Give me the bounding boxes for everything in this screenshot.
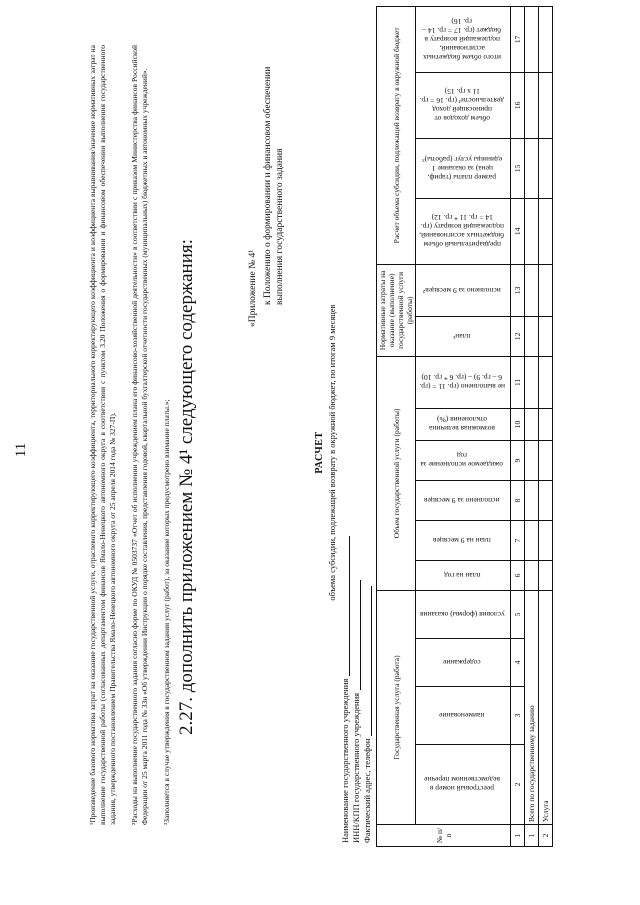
col-number: 14: [511, 198, 525, 264]
col-number: 15: [511, 138, 525, 198]
group-refund-header: Расчет объема субсидии, подлежащей возврату в окружной бюджет: [377, 6, 416, 264]
address-phone-field: [362, 586, 372, 843]
col-number: 1: [511, 825, 525, 847]
refund-table: [376, 6, 553, 847]
col-number: 4: [511, 639, 525, 687]
table-row-service: [539, 6, 553, 846]
col-header-16: объем доходов от приносящей доход деятельности³ (гр. 16 = гр. 11 х гр. 15): [416, 72, 511, 138]
fill-line: [340, 536, 350, 676]
col-number: 3: [511, 687, 525, 745]
col-header-15: размер платы (тариф, цена) за оказание 1 единицы услуг (работы)³: [416, 138, 511, 198]
col-header-9: ожидаемое исполнение за год: [416, 440, 511, 480]
col-number: 9: [511, 440, 525, 480]
row-number: 1: [525, 825, 539, 847]
col-number: 6: [511, 560, 525, 590]
row-number: 2: [539, 825, 553, 847]
col-header-4: содержание: [416, 639, 511, 687]
group-volume-header: Объем государственной услуги (работы): [377, 356, 416, 590]
table-row-total: [525, 6, 539, 846]
appendix-subtitle: к Положению о формировании и финансовом обеспечении выполнения государственного задания: [263, 66, 285, 305]
col-number: 13: [511, 264, 525, 316]
col-number: 11: [511, 356, 525, 408]
calc-title: РАСЧЕТ: [314, 431, 325, 474]
col-header-10: возможная величина отклонения (%): [416, 408, 511, 440]
col-header-8: исполнено за 9 месяцев: [416, 480, 511, 520]
footnote-3: ³Заполняется в случае утверждения в государственном задании услуг (работ), за оказание которых предусмотрено взимание платы.»;: [162, 399, 171, 825]
col-header-13: исполнено за 9 месяцев²: [416, 264, 511, 316]
address-phone-label: Фактический адрес, телефон: [362, 738, 372, 843]
fill-line: [362, 586, 372, 736]
col-header-6: план на год: [416, 560, 511, 590]
col-header-7: план на 9 месяцев: [416, 520, 511, 560]
group-norm-header: Нормативные затраты на оказание (выполнение) государственной услуги (работы): [377, 264, 416, 356]
col-number: 7: [511, 520, 525, 560]
col-header-5: условия (формы) оказания: [416, 590, 511, 638]
column-numbers-row: [511, 6, 525, 846]
inn-kpp-label: ИНН/КПП государственного учреждения: [351, 692, 361, 843]
col-header-2: реестровый номер в ведомственном перечне: [416, 745, 511, 825]
col-header-17: итого объем бюджетных ассигнований, подлежащий возврату в бюджет (гр. 17 = гр. 14 – гр. 16): [416, 6, 511, 72]
col-number: 12: [511, 316, 525, 356]
page-number: 11: [13, 442, 29, 458]
appendix-title: «Приложение № 4¹: [248, 249, 258, 327]
footnote-1: ¹Произведение базового норматива затрат на оказание государственной услуги, отраслевого корректирующего коэффициента, территориального корректирующего коэффициента и коэффициента выравнивания/значение нормативных затрат на выполнение государственной работы (согласованных департаментом финансов Ямало-Ненецкого автономного округа в соответствии с пунктом 3.20 Положения о формировании и финансовом обеспечении выполнения государственного задания, утвержденного постановлением Правительства Ямало-Ненецкого автономного округа от 25 апреля 2014 года № 327-П).: [88, 45, 117, 825]
col-header-12: план¹: [416, 316, 511, 356]
col-header-3: наименование: [416, 687, 511, 745]
col-number: 16: [511, 72, 525, 138]
col-number: 8: [511, 480, 525, 520]
col-header-14: предварительный объем бюджетных ассигнований, подлежащий возврату (гр. 14 = гр. 11 * гр. 12): [416, 198, 511, 264]
fill-line: [351, 580, 361, 690]
col-no-header: № п/п: [377, 825, 511, 847]
calc-subtitle: объема субсидии, подлежащей возврату в окружной бюджет, по итогам 9 месяцев: [327, 304, 337, 601]
row-label: Всего по государственному заданию: [525, 590, 539, 824]
col-header-11: не выполнено (гр. 11 = (гр. 6 – гр. 9) – (гр. 6 * гр. 10): [416, 356, 511, 408]
institution-name-label: Наименование государственного учреждения: [340, 678, 350, 843]
section-heading: 2.27. дополнить приложением № 4¹ следующего содержания:: [176, 239, 197, 735]
footnote-2: ²Расходы на выполнение государственного задания согласно форме по ОКУД № 0503737 «Отчет об исполнении учреждением плана его финансово-хозяйственной деятельности» в соответствии с приказом Министерства финансов Российской Федерации от 25 марта 2011 года № 33н «Об утверждении Инструкции о порядке составления, представления годовой, квартальной бухгалтерской отчетности государственных (муниципальных) бюджетных и автономных учреждений».: [130, 45, 149, 825]
institution-name-field: [340, 536, 350, 843]
row-label: Услуга: [539, 590, 553, 824]
col-number: 5: [511, 590, 525, 638]
col-number: 17: [511, 6, 525, 72]
group-service-header: Государственная услуга (работа): [377, 590, 416, 824]
inn-kpp-field: [351, 580, 361, 843]
col-number: 2: [511, 745, 525, 825]
col-number: 10: [511, 408, 525, 440]
